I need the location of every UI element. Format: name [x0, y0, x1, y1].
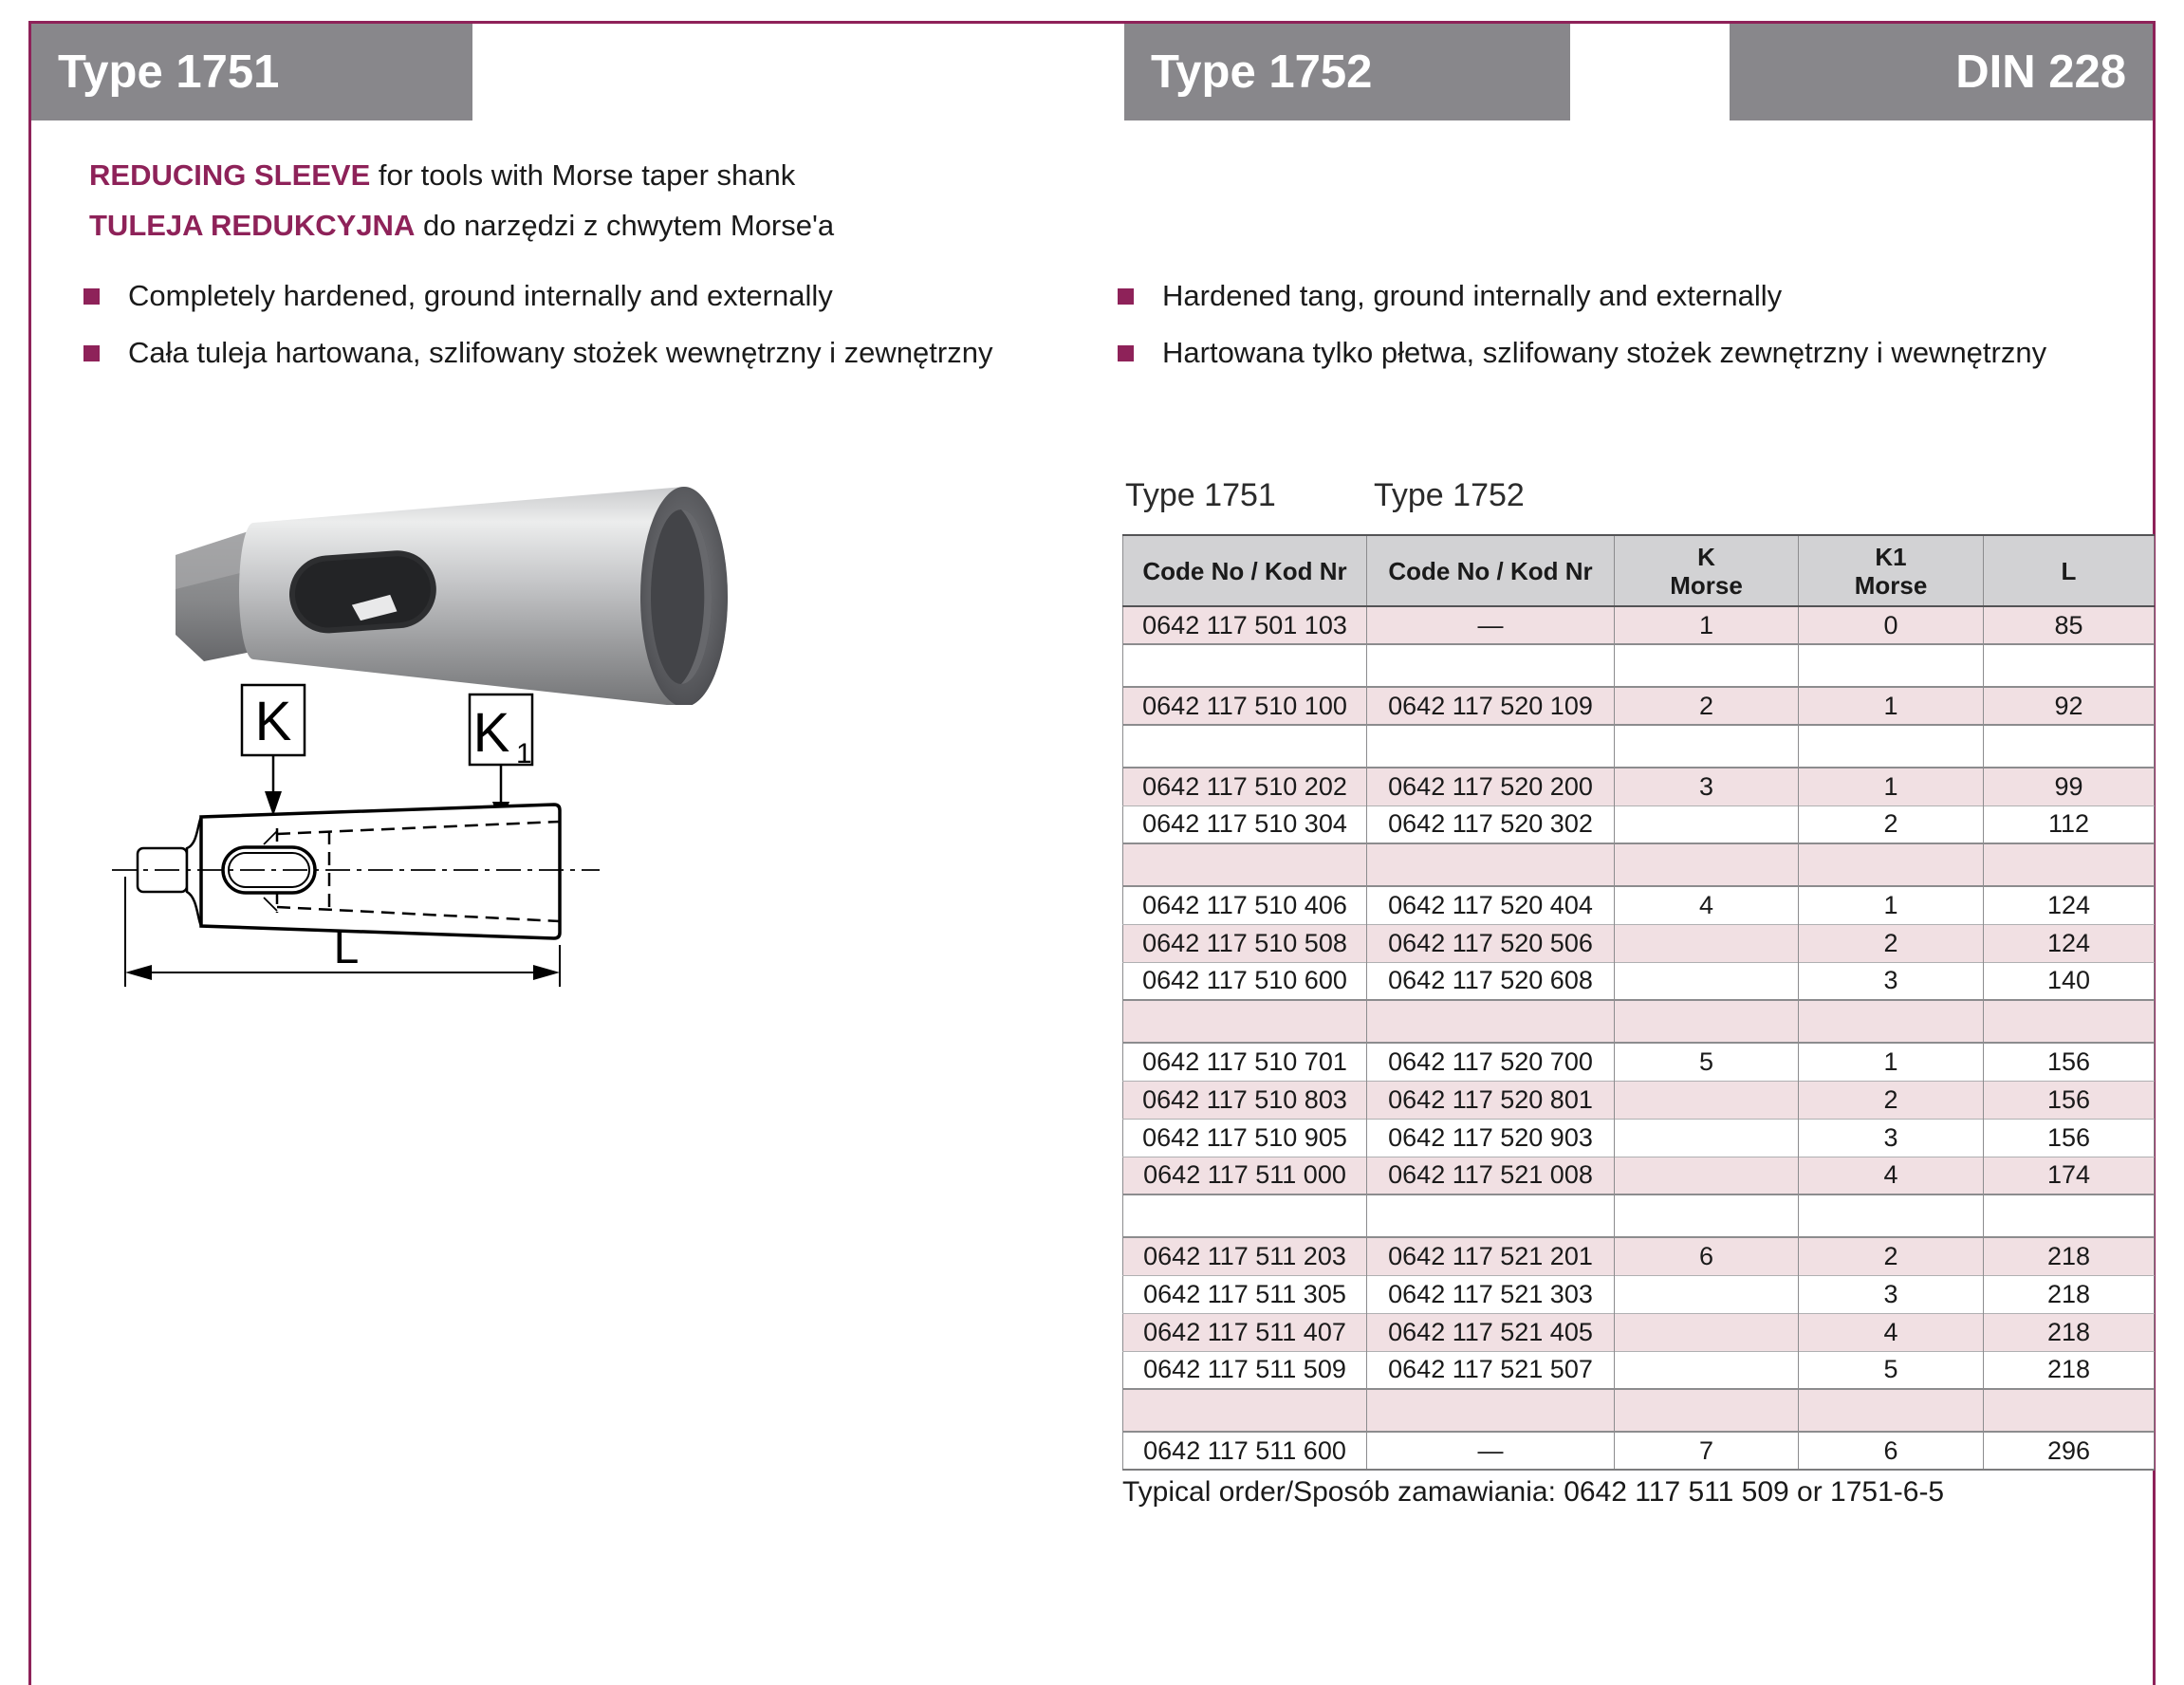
cell-l: 218: [1984, 1275, 2155, 1313]
cell-code-1752: [1367, 1389, 1615, 1432]
cell-k1-morse: 1: [1799, 1043, 1984, 1081]
cell-code-1752: [1367, 1194, 1615, 1237]
cell-code-1752: 0642 117 520 608: [1367, 962, 1615, 1000]
k-dimension-label: K: [254, 691, 292, 752]
cell-code-1752: 0642 117 521 008: [1367, 1157, 1615, 1194]
cell-code-1751: 0642 117 510 600: [1142, 966, 1347, 995]
cell-k1-morse: 0: [1799, 606, 1984, 644]
cell-k-morse: [1615, 962, 1799, 1000]
cell-l: 156: [1984, 1043, 2155, 1081]
feature-list-right: [1118, 279, 2046, 393]
cell-k1-morse: 4: [1799, 1313, 1984, 1351]
feature-list-left: [83, 279, 992, 393]
feature-item: [83, 336, 992, 370]
l-arrow-right: [533, 965, 560, 980]
cell-k-morse: [1615, 725, 1799, 768]
cell-code-1752: 0642 117 521 201: [1367, 1237, 1615, 1275]
cell-code-1751: [1123, 644, 1367, 687]
technical-drawing: [57, 681, 645, 999]
product-title-en: [89, 150, 834, 200]
cell-code-1751: 0642 117 510 100: [1142, 691, 1347, 720]
cell-code-1751: [1123, 1000, 1367, 1043]
cell-l: 156: [1984, 1081, 2155, 1119]
cell-k1-morse: 3: [1799, 962, 1984, 1000]
cell-k1-morse: 4: [1799, 1157, 1984, 1194]
type-1751-header-bar: [31, 24, 472, 120]
cell-l: 218: [1984, 1237, 2155, 1275]
table-row: [1123, 1043, 2155, 1081]
table-row: [1123, 1313, 2155, 1351]
k1-dimension-sub: 1: [516, 738, 532, 769]
cell-l: 92: [1984, 687, 2155, 725]
feature-item: [1118, 336, 2046, 370]
cell-code-1751: 0642 117 510 701: [1142, 1046, 1347, 1076]
cell-l: 174: [1984, 1157, 2155, 1194]
cell-l: 218: [1984, 1351, 2155, 1389]
feature-text: Hardened tang, ground internally and externally: [1162, 279, 1783, 312]
header-k1-morse: K1 Morse: [1799, 535, 1984, 606]
cell-k1-morse: [1799, 644, 1984, 687]
cell-code-1751: 0642 117 501 103: [1142, 610, 1347, 639]
table-row: [1123, 1000, 2155, 1043]
cell-k-morse: 1: [1615, 606, 1799, 644]
cell-code-1751: 0642 117 510 304: [1142, 809, 1347, 839]
cell-k-morse: 4: [1615, 886, 1799, 924]
cell-k1-morse: [1799, 1389, 1984, 1432]
table-row: [1123, 1081, 2155, 1119]
cell-code-1751: [1123, 725, 1367, 768]
cell-code-1752: 0642 117 520 109: [1367, 687, 1615, 725]
k-arrow-marker: [265, 791, 282, 816]
cell-code-1751: 0642 117 510 406: [1142, 890, 1347, 919]
table-row: [1123, 843, 2155, 886]
cell-k1-morse: 3: [1799, 1275, 1984, 1313]
cell-l: 112: [1984, 805, 2155, 843]
cell-k-morse: [1615, 644, 1799, 687]
cell-k1-morse: 2: [1799, 1237, 1984, 1275]
cell-k-morse: [1615, 1275, 1799, 1313]
spec-table: [1122, 534, 2155, 1471]
product-title-pl-bold: TULEJA REDUKCYJNA: [89, 209, 416, 242]
product-title-en-rest: for tools with Morse taper shank: [370, 158, 796, 192]
table-row: [1123, 805, 2155, 843]
k1-dimension-label: K: [472, 702, 510, 764]
cell-code-1751: 0642 117 511 600: [1143, 1435, 1346, 1465]
spec-table-header-row: [1123, 535, 2155, 606]
cell-k-morse: 3: [1615, 768, 1799, 805]
cell-k-morse: 6: [1615, 1237, 1799, 1275]
cell-k1-morse: 1: [1799, 687, 1984, 725]
table-row: [1123, 644, 2155, 687]
header-l: L: [1984, 535, 2155, 606]
cell-k1-morse: [1799, 1194, 1984, 1237]
cell-k1-morse: 6: [1799, 1432, 1984, 1470]
l-arrow-left: [125, 965, 152, 980]
cell-code-1751: [1123, 1194, 1367, 1237]
cell-code-1752: —: [1367, 1432, 1615, 1470]
cell-l: 124: [1984, 924, 2155, 962]
typical-order-note: Typical order/Sposób zamawiania: 0642 117 511 509 or 1751-6-5: [1122, 1476, 1945, 1508]
cell-k1-morse: 1: [1799, 886, 1984, 924]
cell-l: 218: [1984, 1313, 2155, 1351]
cell-l: [1984, 843, 2155, 886]
product-title-pl: [89, 200, 834, 250]
cell-code-1752: 0642 117 520 302: [1367, 805, 1615, 843]
cell-code-1752: [1367, 644, 1615, 687]
cell-k-morse: [1615, 1157, 1799, 1194]
cell-code-1751: 0642 117 510 905: [1142, 1122, 1347, 1152]
type-1752-header-label: Type 1752: [1151, 46, 1373, 98]
cell-k-morse: [1615, 805, 1799, 843]
table-row: [1123, 1389, 2155, 1432]
bullet-square-icon: [1118, 288, 1134, 305]
header-code-1751: Code No / Kod Nr: [1142, 556, 1347, 585]
type-1751-header-label: Type 1751: [58, 46, 280, 98]
cell-k1-morse: 2: [1799, 924, 1984, 962]
feature-text: Cała tuleja hartowana, szlifowany stożek wewnętrzny i zewnętrzny: [128, 336, 993, 369]
table-row: [1123, 1432, 2155, 1470]
cell-k1-morse: 3: [1799, 1119, 1984, 1157]
product-title-en-bold: REDUCING SLEEVE: [89, 158, 371, 192]
cell-k-morse: [1615, 1389, 1799, 1432]
cell-k1-morse: [1799, 1000, 1984, 1043]
cell-code-1752: 0642 117 521 303: [1367, 1275, 1615, 1313]
table-row: [1123, 1237, 2155, 1275]
cell-code-1752: 0642 117 521 405: [1367, 1313, 1615, 1351]
cell-code-1751: [1123, 843, 1367, 886]
product-title-block: [89, 150, 834, 250]
table-row: [1123, 962, 2155, 1000]
cell-l: [1984, 1194, 2155, 1237]
cell-code-1751: 0642 117 510 508: [1142, 928, 1347, 957]
cell-code-1752: [1367, 843, 1615, 886]
cell-k-morse: [1615, 924, 1799, 962]
header-k-morse: K Morse: [1615, 535, 1799, 606]
cell-code-1752: [1367, 725, 1615, 768]
cell-code-1751: 0642 117 510 803: [1142, 1084, 1347, 1114]
table-row: [1123, 768, 2155, 805]
cell-code-1752: 0642 117 520 903: [1367, 1119, 1615, 1157]
cell-code-1751: 0642 117 511 509: [1143, 1355, 1346, 1384]
cell-code-1752: 0642 117 520 404: [1367, 886, 1615, 924]
cell-l: [1984, 725, 2155, 768]
cell-k-morse: 5: [1615, 1043, 1799, 1081]
cell-code-1752: 0642 117 521 507: [1367, 1351, 1615, 1389]
cell-k-morse: [1615, 1313, 1799, 1351]
cell-code-1751: [1123, 1389, 1367, 1432]
type-1752-header-bar: [1124, 24, 1570, 120]
cell-code-1752: 0642 117 520 801: [1367, 1081, 1615, 1119]
table-row: [1123, 924, 2155, 962]
cell-k-morse: [1615, 1081, 1799, 1119]
table-row: [1123, 687, 2155, 725]
table-row: [1123, 1194, 2155, 1237]
cell-code-1752: 0642 117 520 700: [1367, 1043, 1615, 1081]
bullet-square-icon: [83, 288, 100, 305]
cell-k-morse: [1615, 1194, 1799, 1237]
din-228-header-bar: [1730, 24, 2153, 120]
cell-k-morse: 7: [1615, 1432, 1799, 1470]
cell-code-1751: 0642 117 511 000: [1143, 1160, 1346, 1190]
bullet-square-icon: [1118, 345, 1134, 361]
cell-k-morse: [1615, 1351, 1799, 1389]
cell-code-1752: —: [1367, 606, 1615, 644]
cell-l: 124: [1984, 886, 2155, 924]
cell-l: [1984, 644, 2155, 687]
l-dimension-label: L: [333, 923, 360, 973]
table-row: [1123, 886, 2155, 924]
cell-code-1752: 0642 117 520 506: [1367, 924, 1615, 962]
cell-code-1751: 0642 117 510 202: [1142, 771, 1347, 801]
feature-item: [83, 279, 992, 313]
cell-l: 99: [1984, 768, 2155, 805]
table-caption-type-1752: Type 1752: [1374, 477, 1525, 513]
cell-k1-morse: 1: [1799, 768, 1984, 805]
table-row: [1123, 1157, 2155, 1194]
cell-k1-morse: [1799, 843, 1984, 886]
cell-k-morse: 2: [1615, 687, 1799, 725]
table-row: [1123, 1119, 2155, 1157]
cell-code-1751: 0642 117 511 305: [1143, 1279, 1346, 1308]
cell-l: 85: [1984, 606, 2155, 644]
table-row: [1123, 725, 2155, 768]
cell-code-1752: [1367, 1000, 1615, 1043]
cell-l: 296: [1984, 1432, 2155, 1470]
table-row: [1123, 1351, 2155, 1389]
product-title-pl-rest: do narzędzi z chwytem Morse'a: [415, 209, 835, 242]
cell-code-1752: 0642 117 520 200: [1367, 768, 1615, 805]
reducing-sleeve-photo: [109, 411, 783, 705]
cell-l: 140: [1984, 962, 2155, 1000]
din-228-header-label: DIN 228: [1955, 46, 2126, 98]
cell-l: [1984, 1389, 2155, 1432]
cell-l: 156: [1984, 1119, 2155, 1157]
cell-k-morse: [1615, 1000, 1799, 1043]
cell-k-morse: [1615, 843, 1799, 886]
cell-l: [1984, 1000, 2155, 1043]
feature-item: [1118, 279, 2046, 313]
bullet-square-icon: [83, 345, 100, 361]
cell-k1-morse: 2: [1799, 1081, 1984, 1119]
table-row: [1123, 1275, 2155, 1313]
cell-k1-morse: [1799, 725, 1984, 768]
cell-code-1751: 0642 117 511 203: [1143, 1241, 1346, 1270]
table-caption-type-1751: Type 1751: [1125, 477, 1276, 513]
table-row: [1123, 606, 2155, 644]
cell-k1-morse: 5: [1799, 1351, 1984, 1389]
feature-text: Completely hardened, ground internally and externally: [128, 279, 833, 312]
cell-k-morse: [1615, 1119, 1799, 1157]
header-code-1752: Code No / Kod Nr: [1367, 535, 1615, 606]
cell-code-1751: 0642 117 511 407: [1143, 1317, 1346, 1346]
feature-text: Hartowana tylko płetwa, szlifowany stożek zewnętrzny i wewnętrzny: [1162, 336, 2047, 369]
cell-k1-morse: 2: [1799, 805, 1984, 843]
